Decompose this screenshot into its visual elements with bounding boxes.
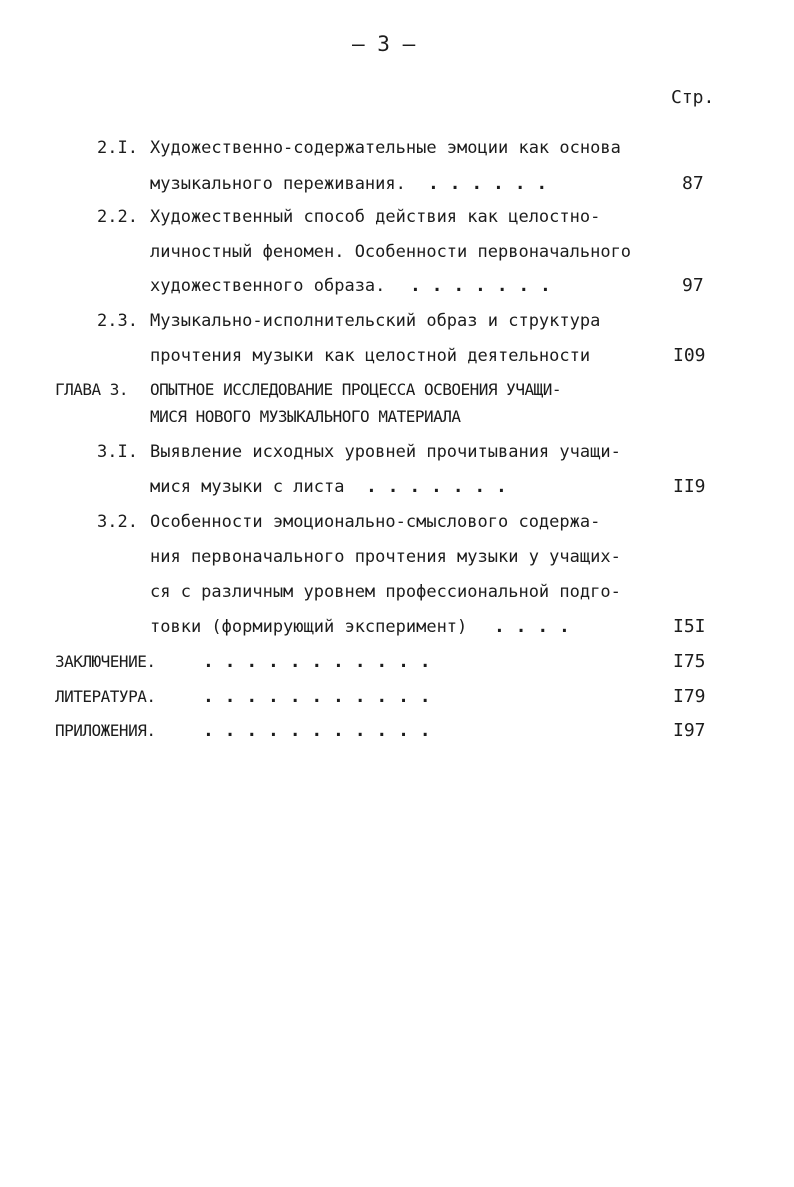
toc-entry-number: 3.2. (97, 512, 138, 532)
toc-page-number: I09 (673, 345, 706, 366)
toc-leader-dots: . . . . . . . (410, 275, 551, 296)
toc-entry-number: 2.3. (97, 311, 138, 331)
toc-leader-dots: . . . . (494, 616, 570, 637)
chapter-title-line: ОПЫТНОЕ ИССЛЕДОВАНИЕ ПРОЦЕССА ОСВОЕНИЯ УЧАЩИ- (150, 380, 561, 399)
toc-entry-title-line: ПРИЛОЖЕНИЯ. (55, 721, 156, 740)
toc-page-number: I79 (673, 686, 706, 707)
toc-leader-dots: . . . . . . . . . . . (203, 720, 431, 741)
toc-entry-title-line: мися музыки с листа (150, 477, 345, 497)
toc-entry-title-line: Художественно-содержательные эмоции как основа (150, 138, 621, 158)
toc-entry-title-line: музыкального переживания. (150, 174, 406, 194)
page-number: – 3 – (352, 32, 416, 56)
toc-entry-title-line: Выявление исходных уровней прочитывания учащи- (150, 442, 621, 462)
toc-page-number: II9 (673, 476, 706, 497)
toc-entry-title-line: прочтения музыки как целостной деятельности (150, 346, 591, 366)
toc-page-number: I75 (673, 651, 706, 672)
toc-entry-title-line: личностный феномен. Особенности первоначального (150, 242, 632, 262)
toc-entry-number: 2.2. (97, 207, 138, 227)
toc-entry-number: 3.I. (97, 442, 138, 462)
toc-entry-title-line: ЛИТЕРАТУРА. (55, 687, 156, 706)
toc-entry-title-line: Художественный способ действия как целостно- (150, 207, 601, 227)
toc-entry-title-line: ния первоначального прочтения музыки у учащих- (150, 547, 621, 567)
chapter-label: ГЛАВА 3. (55, 380, 129, 399)
toc-page-number: 97 (682, 275, 704, 296)
toc-entry-number: 2.I. (97, 138, 138, 158)
chapter-title-line: МИСЯ НОВОГО МУЗЫКАЛЬНОГО МАТЕРИАЛА (150, 407, 461, 426)
toc-page-number: I97 (673, 720, 706, 741)
page-column-label: Стр. (671, 87, 715, 108)
toc-entry-title-line: ся с различным уровнем профессиональной подго- (150, 582, 621, 602)
toc-leader-dots: . . . . . . (428, 173, 548, 194)
toc-entry-title-line: Музыкально-исполнительский образ и структура (150, 311, 601, 331)
toc-entry-title-line: ЗАКЛЮЧЕНИЕ. (55, 652, 156, 671)
toc-entry-title-line: Особенности эмоционально-смыслового содержа- (150, 512, 601, 532)
toc-entry-title-line: товки (формирующий эксперимент) (150, 617, 468, 637)
toc-leader-dots: . . . . . . . (366, 476, 507, 497)
toc-page-number: 87 (682, 173, 704, 194)
toc-page-number: I5I (673, 616, 706, 637)
toc-entry-title-line: художественного образа. (150, 276, 386, 296)
toc-leader-dots: . . . . . . . . . . . (203, 651, 431, 672)
toc-leader-dots: . . . . . . . . . . . (203, 686, 431, 707)
